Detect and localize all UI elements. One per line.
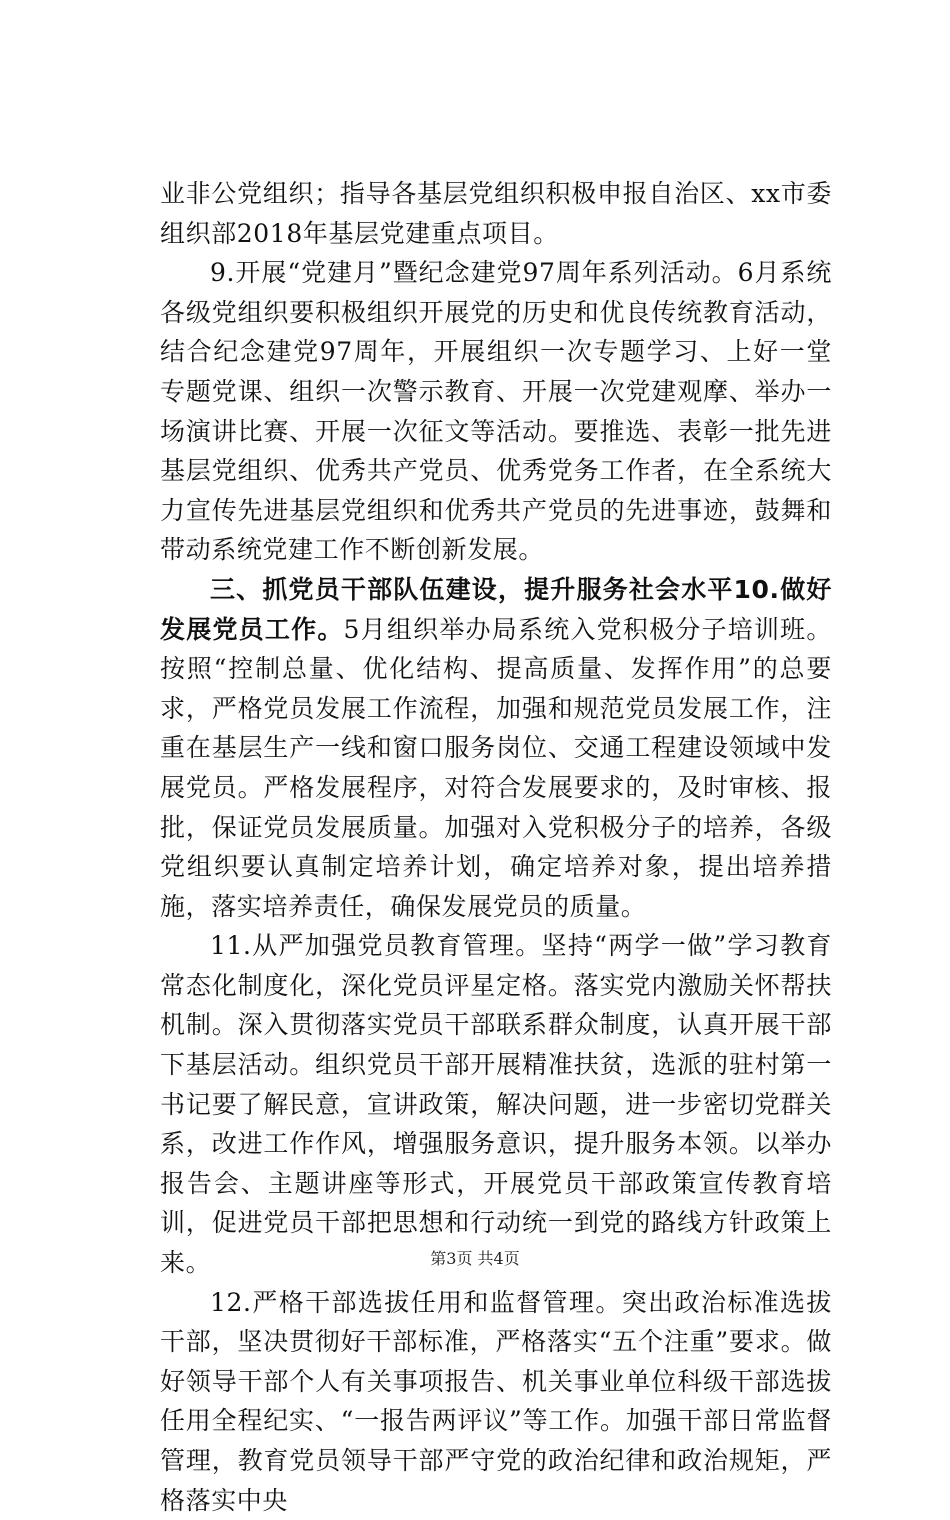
page-number: 第3页 共4页 [430, 1249, 520, 1268]
section-heading: 三、抓党员干部队伍建设，提升服务社会水平10.做好发展党员工作。 [160, 574, 832, 644]
paragraph-item-9 [160, 253, 832, 570]
paragraph-item-12 [160, 1283, 832, 1520]
paragraph-text: 5月组织举办局系统入党积极分子培训班。按照“控制总量、优化结构、提高质量、发挥作用”的总要求，严格党员发展工作流程，加强和规范党员发展工作，注重在基层生产一线和窗口服务岗位、交通工程建设领域中发展党员。严格发展程序，对符合发展要求的，及时审核、报批，保证党员发展质量。加强对入党积极分子的培养，各级党组织要认真制定培养计划，确定培养对象，提出培养措施，落实培养责任，确保发展党员的质量。 [160, 614, 833, 921]
page-footer [0, 1246, 950, 1269]
paragraph-text: 12.严格干部选拔任用和监督管理。突出政治标准选拔干部，坚决贯彻好干部标准，严格落实“五个注重”要求。做好领导干部个人有关事项报告、机关事业单位科级干部选拔任用全程纪实、“一报告两评议”等工作。加强干部日常监督管理，教育党员领导干部严守党的政治纪律和政治规矩，严格落实中央 [160, 1287, 832, 1515]
paragraph-text: 11.从严加强党员教育管理。坚持“两学一做”学习教育常态化制度化，深化党员评星定格。落实党内激励关怀帮扶机制。深入贯彻落实党员干部联系群众制度，认真开展干部下基层活动。组织党员干部开展精准扶贫，选派的驻村第一书记要了解民意，宣讲政策，解决问题，进一步密切党群关系，改进工作作风，增强服务意识，提升服务本领。以举办报告会、主题讲座等形式，开展党员干部政策宣传教育培训，促进党员干部把思想和行动统一到党的路线方针政策上来。 [160, 931, 832, 1278]
document-body [160, 174, 832, 1520]
paragraph-text: 业非公党组织；指导各基层党组织积极申报自治区、xx市委组织部2018年基层党建重点项目。 [160, 179, 832, 248]
paragraph-continued [160, 174, 832, 253]
paragraph-item-11 [160, 926, 832, 1282]
paragraph-text: 9.开展“党建月”暨纪念建党97周年系列活动。6月系统各级党组织要积极组织开展党的历史和优良传统教育活动，结合纪念建党97周年，开展组织一次专题学习、上好一堂专题党课、组织一次警示教育、开展一次党建观摩、举办一场演讲比赛、开展一次征文等活动。要推选、表彰一批先进基层党组织、优秀共产党员、优秀党务工作者，在全系统大力宣传先进基层党组织和优秀共产党员的先进事迹，鼓舞和带动系统党建工作不断创新发展。 [160, 258, 832, 565]
paragraph-section-3 [160, 570, 832, 926]
